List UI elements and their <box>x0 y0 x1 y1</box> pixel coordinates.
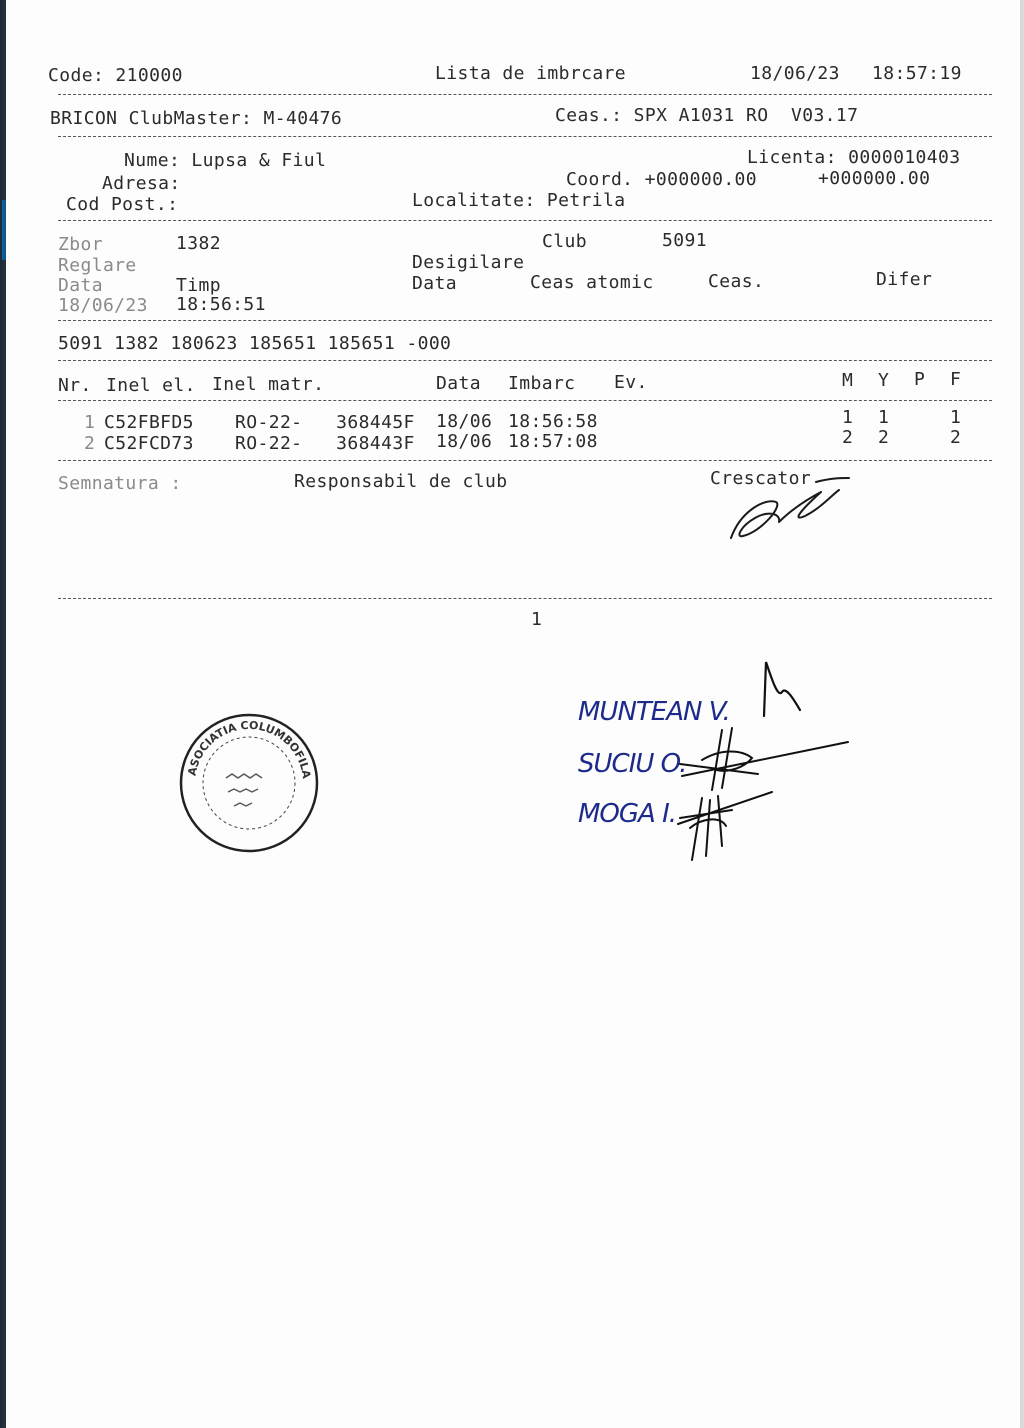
desigilare-data-label: Data <box>412 273 457 294</box>
col-y: Y <box>878 370 890 391</box>
row-inel-el: C52FBFD5 <box>104 412 194 433</box>
print-date: 18/06/23 <box>750 63 840 84</box>
desigilare-label: Desigilare <box>412 252 525 273</box>
divider <box>58 220 992 221</box>
page-number: 1 <box>531 609 543 630</box>
document-page <box>6 0 1020 1428</box>
col-nr: Nr. <box>58 375 92 396</box>
flight-code-line: 5091 1382 180623 185651 185651 -000 <box>58 333 452 354</box>
divider <box>58 94 992 95</box>
zbor-label: Zbor <box>58 234 103 255</box>
row-data: 18/06 <box>436 431 493 452</box>
signature-label: Semnatura : <box>58 473 182 494</box>
col-imbarc: Imbarc <box>508 373 576 394</box>
reglare-label: Reglare <box>58 255 137 276</box>
divider <box>58 320 992 321</box>
document-title: Lista de imbrcare <box>435 63 627 84</box>
row-y: 2 <box>878 427 890 448</box>
handwriting-moga: MOGA I. <box>578 799 677 829</box>
divider <box>58 460 992 461</box>
row-f: 1 <box>950 407 962 428</box>
col-f: F <box>950 369 962 390</box>
row-m: 1 <box>842 407 854 428</box>
reglare-time: 18:56:51 <box>176 294 266 315</box>
print-time: 18:57:19 <box>872 63 962 84</box>
row-nr: 1 <box>84 412 96 433</box>
address-label: Adresa: <box>102 173 181 194</box>
row-y: 1 <box>878 407 890 428</box>
svg-text:ASOCIATIA COLUMBOFILA: ASOCIATIA COLUMBOFILA <box>185 718 313 780</box>
postal-code-label: Cod Post.: <box>66 194 179 215</box>
row-imbarc: 18:56:58 <box>508 411 598 432</box>
data-label: Data <box>58 275 103 296</box>
owner-name: Nume: Lupsa & Fiul <box>124 150 327 171</box>
locality: Localitate: Petrila <box>412 190 626 211</box>
divider <box>58 360 992 361</box>
row-inel-matr: RO-22- 368445F <box>235 412 415 433</box>
breeder-signature <box>721 470 861 550</box>
row-inel-matr: RO-22- 368443F <box>235 433 415 454</box>
timp-label: Timp <box>176 275 221 296</box>
reglare-date: 18/06/23 <box>58 295 148 316</box>
license-number: Licenta: 0000010403 <box>747 147 961 168</box>
col-p: P <box>914 369 926 390</box>
clock-label: Ceas. <box>708 271 765 292</box>
zbor-value: 1382 <box>176 233 221 254</box>
code-label: Code: 210000 <box>48 65 183 86</box>
atomic-clock-label: Ceas atomic <box>530 272 654 293</box>
handwriting-suciu: SUCIU O. <box>578 749 687 779</box>
divider <box>58 598 992 599</box>
club-master-id: BRICON ClubMaster: M-40476 <box>50 108 343 129</box>
col-inel-el: Inel el. <box>106 375 196 396</box>
coordinates-label: Coord. +000000.00 <box>566 169 758 190</box>
row-imbarc: 18:57:08 <box>508 431 598 452</box>
col-m: M <box>842 370 854 391</box>
col-inel-matr: Inel matr. <box>212 374 325 395</box>
divider <box>58 136 992 137</box>
difference-label: Difer <box>876 269 933 290</box>
clock-id: Ceas.: SPX A1031 RO V03.17 <box>555 105 859 126</box>
row-f: 2 <box>950 427 962 448</box>
row-nr: 2 <box>84 433 96 454</box>
club-label: Club <box>542 231 587 252</box>
col-data: Data <box>436 373 481 394</box>
club-responsible-label: Responsabil de club <box>294 471 508 492</box>
handwriting-munteanu: MUNTEAN V. <box>578 697 730 727</box>
breeder-label: Crescator <box>710 468 812 489</box>
coordinates-value: +000000.00 <box>818 168 931 189</box>
commission-signatures <box>572 650 862 870</box>
divider <box>58 400 992 401</box>
club-stamp <box>178 712 320 854</box>
row-data: 18/06 <box>436 411 493 432</box>
col-ev: Ev. <box>614 372 648 393</box>
row-m: 2 <box>842 427 854 448</box>
row-inel-el: C52FCD73 <box>104 433 194 454</box>
club-value: 5091 <box>662 230 707 251</box>
